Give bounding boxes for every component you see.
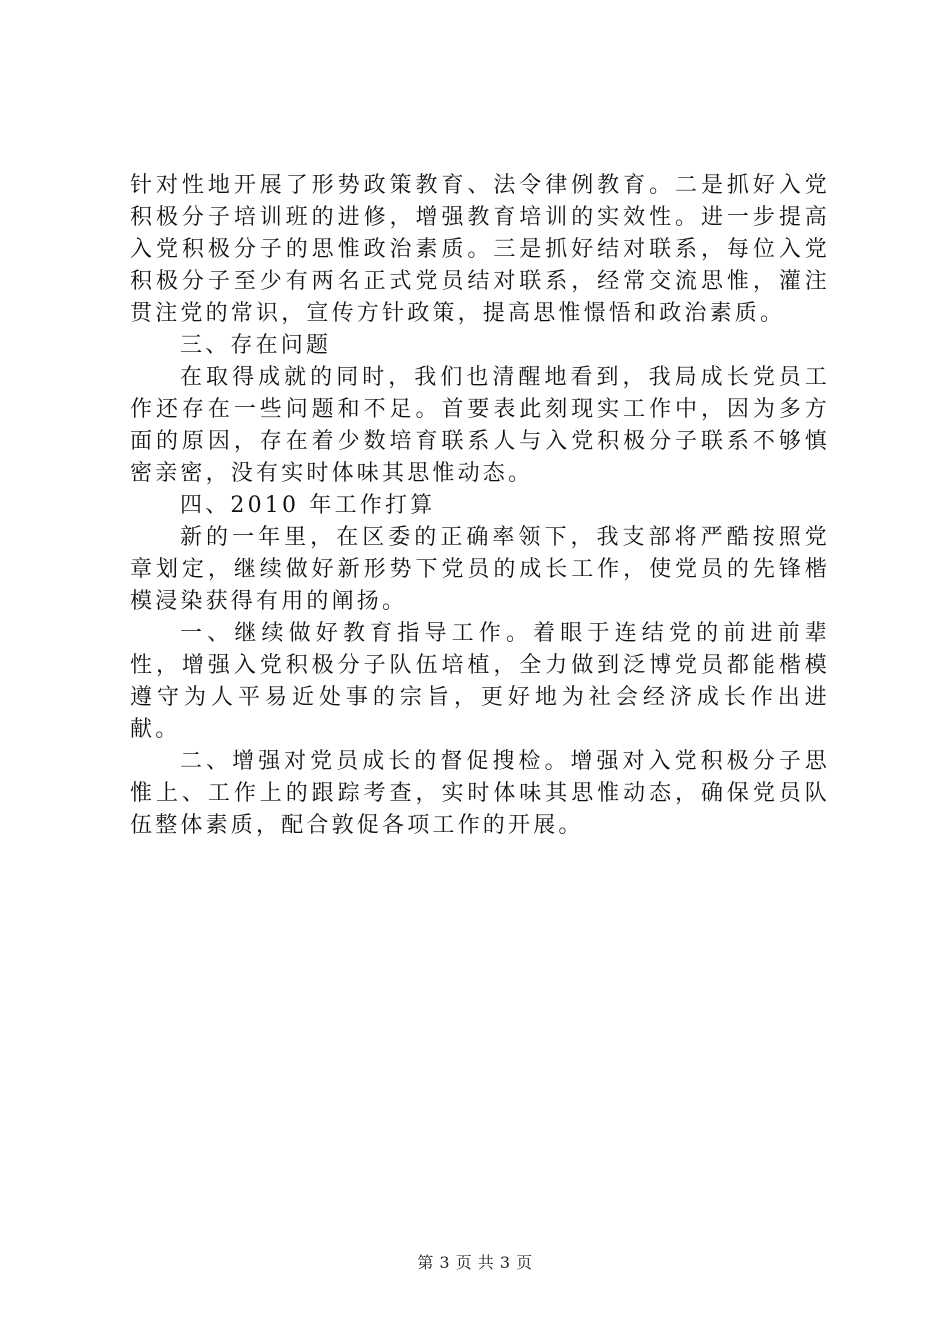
paragraph-plan-intro: 新的一年里，在区委的正确率领下，我支部将严酷按照党章划定，继续做好新形势下党员的成长工作，使党员的先锋楷模浸染获得有用的阐扬。 <box>130 525 830 614</box>
page-number-footer: 第 3 页 共 3 页 <box>417 1253 533 1272</box>
section-heading-problems: 三、存在问题 <box>180 333 332 358</box>
paragraph-continuation: 针对性地开展了形势政策教育、法令律例教育。二是抓好入党积极分子培训班的进修，增强教育培训的实效性。进一步提高入党积极分子的思惟政治素质。三是抓好结对联系，每位入党积极分子至少有两名正式党员结对联系，经常交流思惟，灌注贯注党的常识，宣传方针政策，提高思惟憬悟和政治素质。 <box>130 173 830 326</box>
paragraph-plan-item-2: 二、增强对党员成长的督促搜检。增强对入党积极分子思惟上、工作上的跟踪考查，实时体味其思惟动态，确保党员队伍整体素质，配合敦促各项工作的开展。 <box>130 749 830 838</box>
paragraph-problems: 在取得成就的同时，我们也清醒地看到，我局成长党员工作还存在一些问题和不足。首要表此刻现实工作中，因为多方面的原因，存在着少数培育联系人与入党积极分子联系不够慎密亲密，没有实时体味其思惟动态。 <box>130 365 830 486</box>
paragraph-plan-item-1: 一、继续做好教育指导工作。着眼于连结党的前进前辈性，增强入党积极分子队伍培植，全力做到泛博党员都能楷模遵守为人平易近处事的宗旨，更好地为社会经济成长作出进献。 <box>130 621 830 742</box>
document-body <box>130 170 830 842</box>
section-heading-plan: 四、2010 年工作打算 <box>180 493 436 518</box>
